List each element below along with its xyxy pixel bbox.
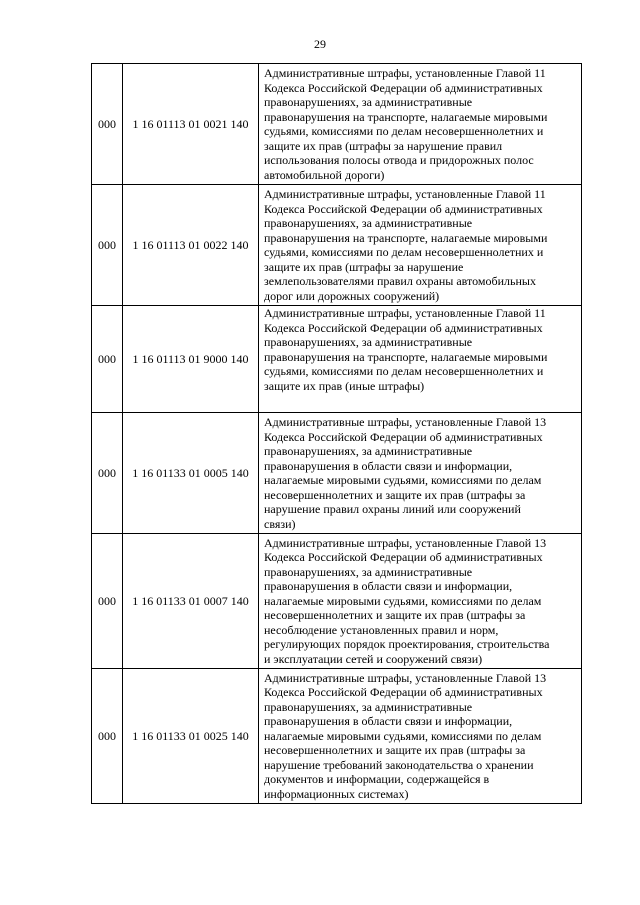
description-line: использования полосы отвода и придорожных полос	[264, 153, 534, 167]
description-line: документов и информации, содержащейся в	[264, 772, 490, 787]
description-cell	[259, 534, 582, 669]
table-row	[92, 413, 582, 534]
description-line: нарушение требований законодательства о хранении	[264, 757, 534, 772]
kbk-code-cell: 1 16 01133 01 0007 140	[123, 534, 259, 669]
description-cell	[259, 185, 582, 306]
admin-code-cell: 000	[92, 534, 123, 669]
table-row	[92, 185, 582, 306]
description-cell	[259, 64, 582, 185]
description-line: налагаемые мировыми судьями, комиссиями по делам	[264, 593, 542, 608]
description-cell	[259, 669, 582, 804]
description-line: информационных системах)	[264, 786, 409, 801]
admin-code-cell: 000	[92, 669, 123, 804]
description-line: защите их прав (штрафы за нарушение	[264, 259, 464, 274]
admin-code-cell: 000	[92, 413, 123, 534]
description-line: правонарушениях, за административные	[264, 216, 473, 230]
description-line: и эксплуатации сетей и сооружений связи)	[264, 651, 483, 666]
description-line: Административные штрафы, установленные Главой 13	[264, 670, 547, 685]
description-line: налагаемые мировыми судьями, комиссиями по делам	[264, 473, 542, 487]
description-line: Административные штрафы, установленные Главой 13	[264, 535, 547, 550]
description-line: правонарушения на транспорте, налагаемые мировыми	[264, 230, 548, 245]
admin-code-cell: 000	[92, 185, 123, 306]
description-line: правонарушения в области связи и информации,	[264, 714, 513, 729]
description-line: судьями, комиссиями по делам несовершеннолетних и	[264, 364, 544, 378]
admin-code-cell: 000	[92, 64, 123, 185]
table-row	[92, 306, 582, 413]
description-line: Административные штрафы, установленные Главой 11	[264, 66, 546, 80]
description-line: землепользователями правил охраны автомобильных	[264, 274, 536, 288]
description-cell	[259, 306, 582, 413]
table-row	[92, 669, 582, 804]
description-line: несоблюдение установленных правил и норм,	[264, 622, 499, 637]
description-line: Административные штрафы, установленные Главой 11	[264, 306, 546, 320]
description-line: автомобильной дороги)	[264, 167, 385, 182]
description-line: налагаемые мировыми судьями, комиссиями по делам	[264, 728, 542, 743]
description-line: судьями, комиссиями по делам несовершеннолетних и	[264, 245, 544, 259]
description-line: Кодекса Российской Федерации об административных	[264, 201, 543, 216]
description-line: судьями, комиссиями по делам несовершеннолетних и	[264, 124, 544, 138]
description-line: правонарушения в области связи и информации,	[264, 458, 513, 473]
description-line: связи)	[264, 516, 296, 531]
kbk-code-cell: 1 16 01133 01 0025 140	[123, 669, 259, 804]
kbk-code-cell: 1 16 01113 01 0021 140	[123, 64, 259, 185]
description-line: Кодекса Российской Федерации об административных	[264, 320, 543, 335]
description-line: Кодекса Российской Федерации об административных	[264, 429, 543, 444]
kbk-code-cell: 1 16 01113 01 0022 140	[123, 185, 259, 306]
description-line: правонарушения на транспорте, налагаемые мировыми	[264, 349, 548, 364]
kbk-code-cell: 1 16 01133 01 0005 140	[123, 413, 259, 534]
budget-codes-table	[91, 63, 582, 804]
description-line: дорог или дорожных сооружений)	[264, 288, 440, 303]
description-line: защите их прав (иные штрафы)	[264, 378, 425, 393]
description-line: правонарушениях, за административные	[264, 699, 473, 714]
admin-code-cell: 000	[92, 306, 123, 413]
description-line: несовершеннолетних и защите их прав (штрафы за	[264, 608, 526, 623]
description-line: нарушение правил охраны линий или сооружений	[264, 502, 521, 516]
description-line: правонарушениях, за административные	[264, 335, 473, 349]
description-cell	[259, 413, 582, 534]
description-line: несовершеннолетних и защите их прав (штрафы за	[264, 487, 526, 502]
table-row	[92, 64, 582, 185]
description-line: Административные штрафы, установленные Главой 11	[264, 187, 546, 201]
description-line: правонарушениях, за административные	[264, 444, 473, 458]
description-line: правонарушения на транспорте, налагаемые мировыми	[264, 109, 548, 124]
kbk-code-cell: 1 16 01113 01 9000 140	[123, 306, 259, 413]
description-line: защите их прав (штрафы за нарушение правил	[264, 138, 503, 153]
description-line: Кодекса Российской Федерации об административных	[264, 80, 543, 95]
description-line: правонарушениях, за административные	[264, 95, 473, 109]
description-line: Кодекса Российской Федерации об административных	[264, 685, 543, 700]
table-row	[92, 534, 582, 669]
description-line: Административные штрафы, установленные Главой 13	[264, 415, 547, 429]
page-number: 29	[314, 37, 326, 51]
description-line: Кодекса Российской Федерации об административных	[264, 550, 543, 565]
description-line: правонарушения в области связи и информации,	[264, 579, 513, 594]
description-line: правонарушениях, за административные	[264, 564, 473, 579]
description-line: регулирующих порядок проектирования, строительства	[264, 637, 550, 652]
description-line: несовершеннолетних и защите их прав (штрафы за	[264, 743, 526, 758]
